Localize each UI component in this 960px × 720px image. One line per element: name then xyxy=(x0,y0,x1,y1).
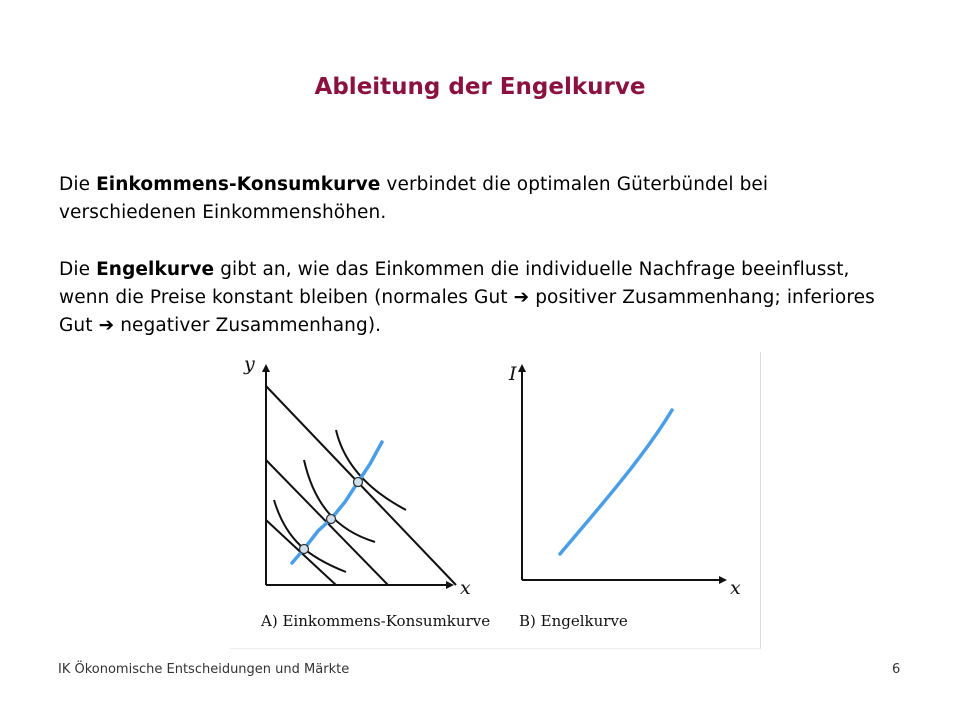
term-einkommens-konsumkurve: Einkommens-Konsumkurve xyxy=(96,174,381,195)
paragraph-engel-curve xyxy=(59,256,899,340)
p1-post: verbindet die optimalen Güterbündel bei verschiedenen Einkommenshöhen. xyxy=(59,174,769,223)
figure-svg xyxy=(230,352,760,648)
slide-title: Ableitung der Engelkurve xyxy=(314,74,646,100)
p2-mid1: gibt an, wie das Einkommen die individuelle Nachfrage beeinflusst, wenn die Preise konstant bleiben (normales Gut xyxy=(59,259,850,308)
panel-b-x-label: x xyxy=(730,577,741,599)
optimal-bundle-point xyxy=(327,515,336,524)
panel-a-y-label: y xyxy=(244,353,255,375)
arrow-icon: ➔ xyxy=(513,287,530,308)
footer-course-title: IK Ökonomische Entscheidungen und Märkte xyxy=(58,662,350,677)
arrow-icon: ➔ xyxy=(98,315,115,336)
p2-mid2: positiver Zusammenhang; inferiores Gut xyxy=(59,287,875,336)
panel-b-y-label: I xyxy=(509,363,517,385)
optimal-bundle-point xyxy=(300,545,309,554)
p1-pre: Die xyxy=(59,174,97,195)
paragraph-income-consumption xyxy=(59,171,899,227)
p2-pre: Die xyxy=(59,259,97,280)
p2-post: negativer Zusammenhang). xyxy=(114,315,382,336)
footer-page-number: 6 xyxy=(892,662,901,677)
panel-b-caption: B) Engelkurve xyxy=(519,612,628,630)
engel-curve xyxy=(560,410,672,554)
panel-b xyxy=(508,363,741,630)
optimal-bundle-point xyxy=(354,478,363,487)
panel-a xyxy=(243,353,490,630)
term-engelkurve: Engelkurve xyxy=(96,259,215,280)
engel-curve-figure xyxy=(230,352,761,649)
panel-a-caption: A) Einkommens-Konsumkurve xyxy=(261,612,491,630)
panel-a-x-label: x xyxy=(460,577,471,599)
